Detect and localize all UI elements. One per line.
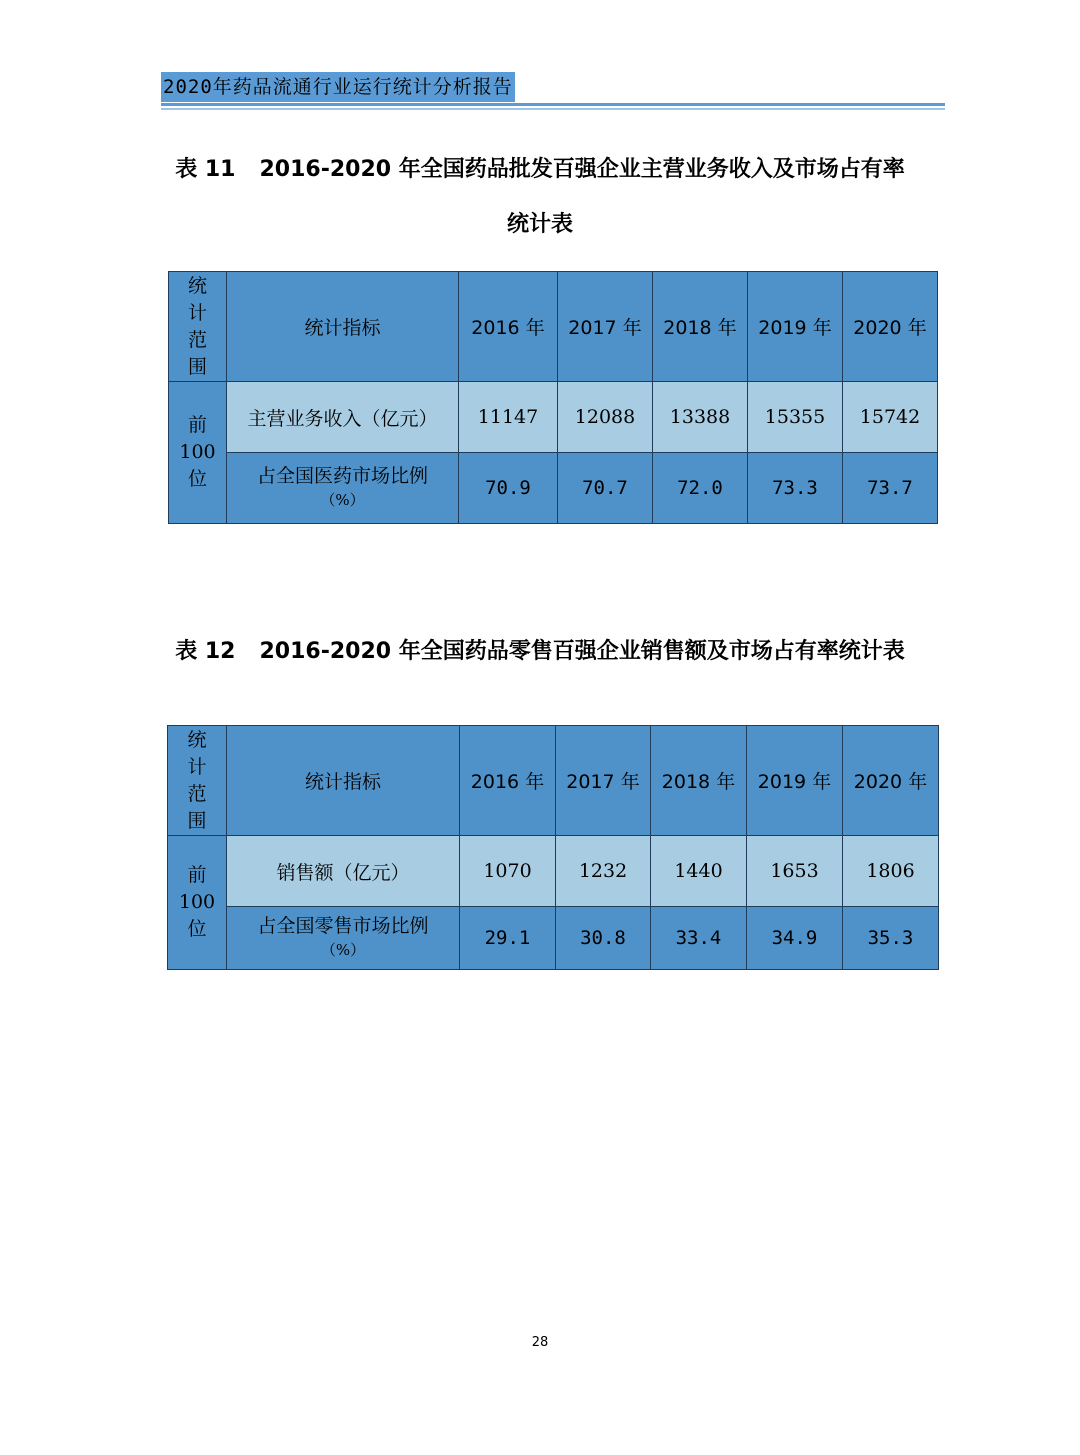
table12-metric-header: 统计指标 bbox=[227, 726, 460, 836]
table11 bbox=[168, 271, 938, 524]
table12-year-header: 2020 年 bbox=[843, 726, 939, 836]
table12-year-header: 2017 年 bbox=[556, 726, 651, 836]
table12-year-header: 2018 年 bbox=[651, 726, 747, 836]
table12-value-cell: 33.4 bbox=[651, 907, 747, 970]
table12-caption-number: 表 12 bbox=[175, 639, 236, 664]
table11-caption-text: 2016-2020 年全国药品批发百强企业主营业务收入及市场占有率 bbox=[259, 157, 905, 182]
table11-caption-continued: 统计表 bbox=[506, 212, 573, 237]
table12-scope-header: 统 计 范 围 bbox=[168, 726, 227, 836]
table12-caption-text: 2016-2020 年全国药品零售百强企业销售额及市场占有率统计表 bbox=[259, 639, 905, 664]
table11-year-header: 2017 年 bbox=[558, 272, 653, 382]
table11-value-cell: 70.9 bbox=[459, 453, 558, 524]
table11-value-cell: 12088 bbox=[558, 382, 653, 453]
table-row bbox=[169, 453, 938, 524]
table11-caption bbox=[0, 152, 1080, 183]
report-running-header: 2020年药品流通行业运行统计分析报告 bbox=[161, 72, 515, 102]
table11-value-cell: 13388 bbox=[653, 382, 748, 453]
table11-scope-cell: 前 100 位 bbox=[169, 382, 227, 524]
table12-metric-label: 占全国零售市场比例 （%） bbox=[227, 907, 460, 970]
table11-year-header: 2016 年 bbox=[459, 272, 558, 382]
table12-value-cell: 35.3 bbox=[843, 907, 939, 970]
table11-caption-number: 表 11 bbox=[175, 157, 236, 182]
table12-caption bbox=[0, 634, 1080, 665]
table11-scope-header: 统 计 范 围 bbox=[169, 272, 227, 382]
table12-value-cell: 30.8 bbox=[556, 907, 651, 970]
table12-year-header: 2016 年 bbox=[460, 726, 556, 836]
header-rule-thin bbox=[161, 108, 945, 110]
table11-value-cell: 70.7 bbox=[558, 453, 653, 524]
table12-value-cell: 1232 bbox=[556, 836, 651, 907]
table12-value-cell: 1440 bbox=[651, 836, 747, 907]
table12-header-row bbox=[168, 726, 939, 836]
table11-value-cell: 15742 bbox=[843, 382, 938, 453]
header-rule-thick bbox=[161, 103, 945, 106]
table-row bbox=[169, 382, 938, 453]
table12-year-header: 2019 年 bbox=[747, 726, 843, 836]
table11-metric-label: 占全国医药市场比例 （%） bbox=[227, 453, 459, 524]
table11-year-header: 2019 年 bbox=[748, 272, 843, 382]
table11-year-header: 2020 年 bbox=[843, 272, 938, 382]
table12-value-cell: 29.1 bbox=[460, 907, 556, 970]
table11-header-row bbox=[169, 272, 938, 382]
table12-value-cell: 34.9 bbox=[747, 907, 843, 970]
table11-value-cell: 73.7 bbox=[843, 453, 938, 524]
page-number: 28 bbox=[531, 1335, 549, 1350]
table12-value-cell: 1070 bbox=[460, 836, 556, 907]
table11-metric-header: 统计指标 bbox=[227, 272, 459, 382]
table11-metric-label: 主营业务收入（亿元） bbox=[227, 382, 459, 453]
table12-metric-label: 销售额（亿元） bbox=[227, 836, 460, 907]
table12-value-cell: 1653 bbox=[747, 836, 843, 907]
table11-value-cell: 72.0 bbox=[653, 453, 748, 524]
table11-value-cell: 15355 bbox=[748, 382, 843, 453]
table11-value-cell: 11147 bbox=[459, 382, 558, 453]
table-row bbox=[168, 907, 939, 970]
table-row bbox=[168, 836, 939, 907]
table11-value-cell: 73.3 bbox=[748, 453, 843, 524]
table12-value-cell: 1806 bbox=[843, 836, 939, 907]
table12 bbox=[167, 725, 939, 970]
table11-year-header: 2018 年 bbox=[653, 272, 748, 382]
table12-scope-cell: 前 100 位 bbox=[168, 836, 227, 970]
